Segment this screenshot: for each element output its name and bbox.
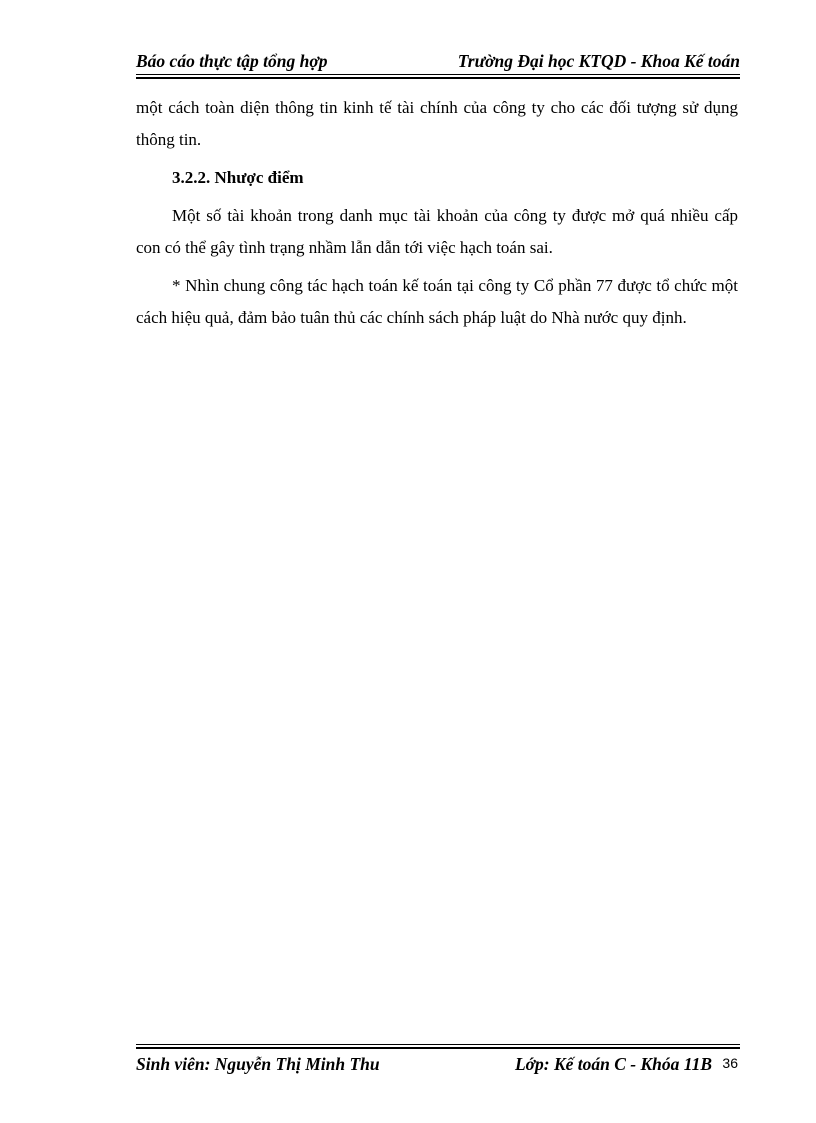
footer-rule-thin: [136, 1044, 740, 1045]
footer-rule-thick: [136, 1047, 740, 1049]
body-paragraph-weakness: Một số tài khoản trong danh mục tài khoản của công ty được mở quá nhiều cấp con có thể gây tình trạng nhầm lẫn dẫn tới việc hạch toán sai.: [136, 206, 738, 257]
header-rule-thick: [136, 77, 740, 79]
header-institution: Trường Đại học KTQD - Khoa Kế toán: [457, 51, 740, 71]
page-footer: [136, 1054, 740, 1078]
header-report-title: Báo cáo thực tập tổng hợp: [136, 51, 328, 71]
page-number: 36: [722, 1055, 738, 1071]
footer-class-info: Lớp: Kế toán C - Khóa 11B: [514, 1054, 712, 1074]
page-body: [136, 92, 738, 340]
header-rule-thin: [136, 74, 740, 75]
page-header: [136, 46, 740, 72]
body-paragraph-continuation: một cách toàn diện thông tin kinh tế tài chính của công ty cho các đối tượng sử dụng thông tin.: [136, 98, 738, 149]
footer-student-name: Sinh viên: Nguyễn Thị Minh Thu: [136, 1054, 380, 1074]
section-heading: 3.2.2. Nhược điểm: [172, 168, 304, 187]
body-paragraph-summary: * Nhìn chung công tác hạch toán kế toán tại công ty Cổ phần 77 được tổ chức một cách hiệu quả, đảm bảo tuân thủ các chính sách pháp luật do Nhà nước quy định.: [136, 276, 738, 327]
